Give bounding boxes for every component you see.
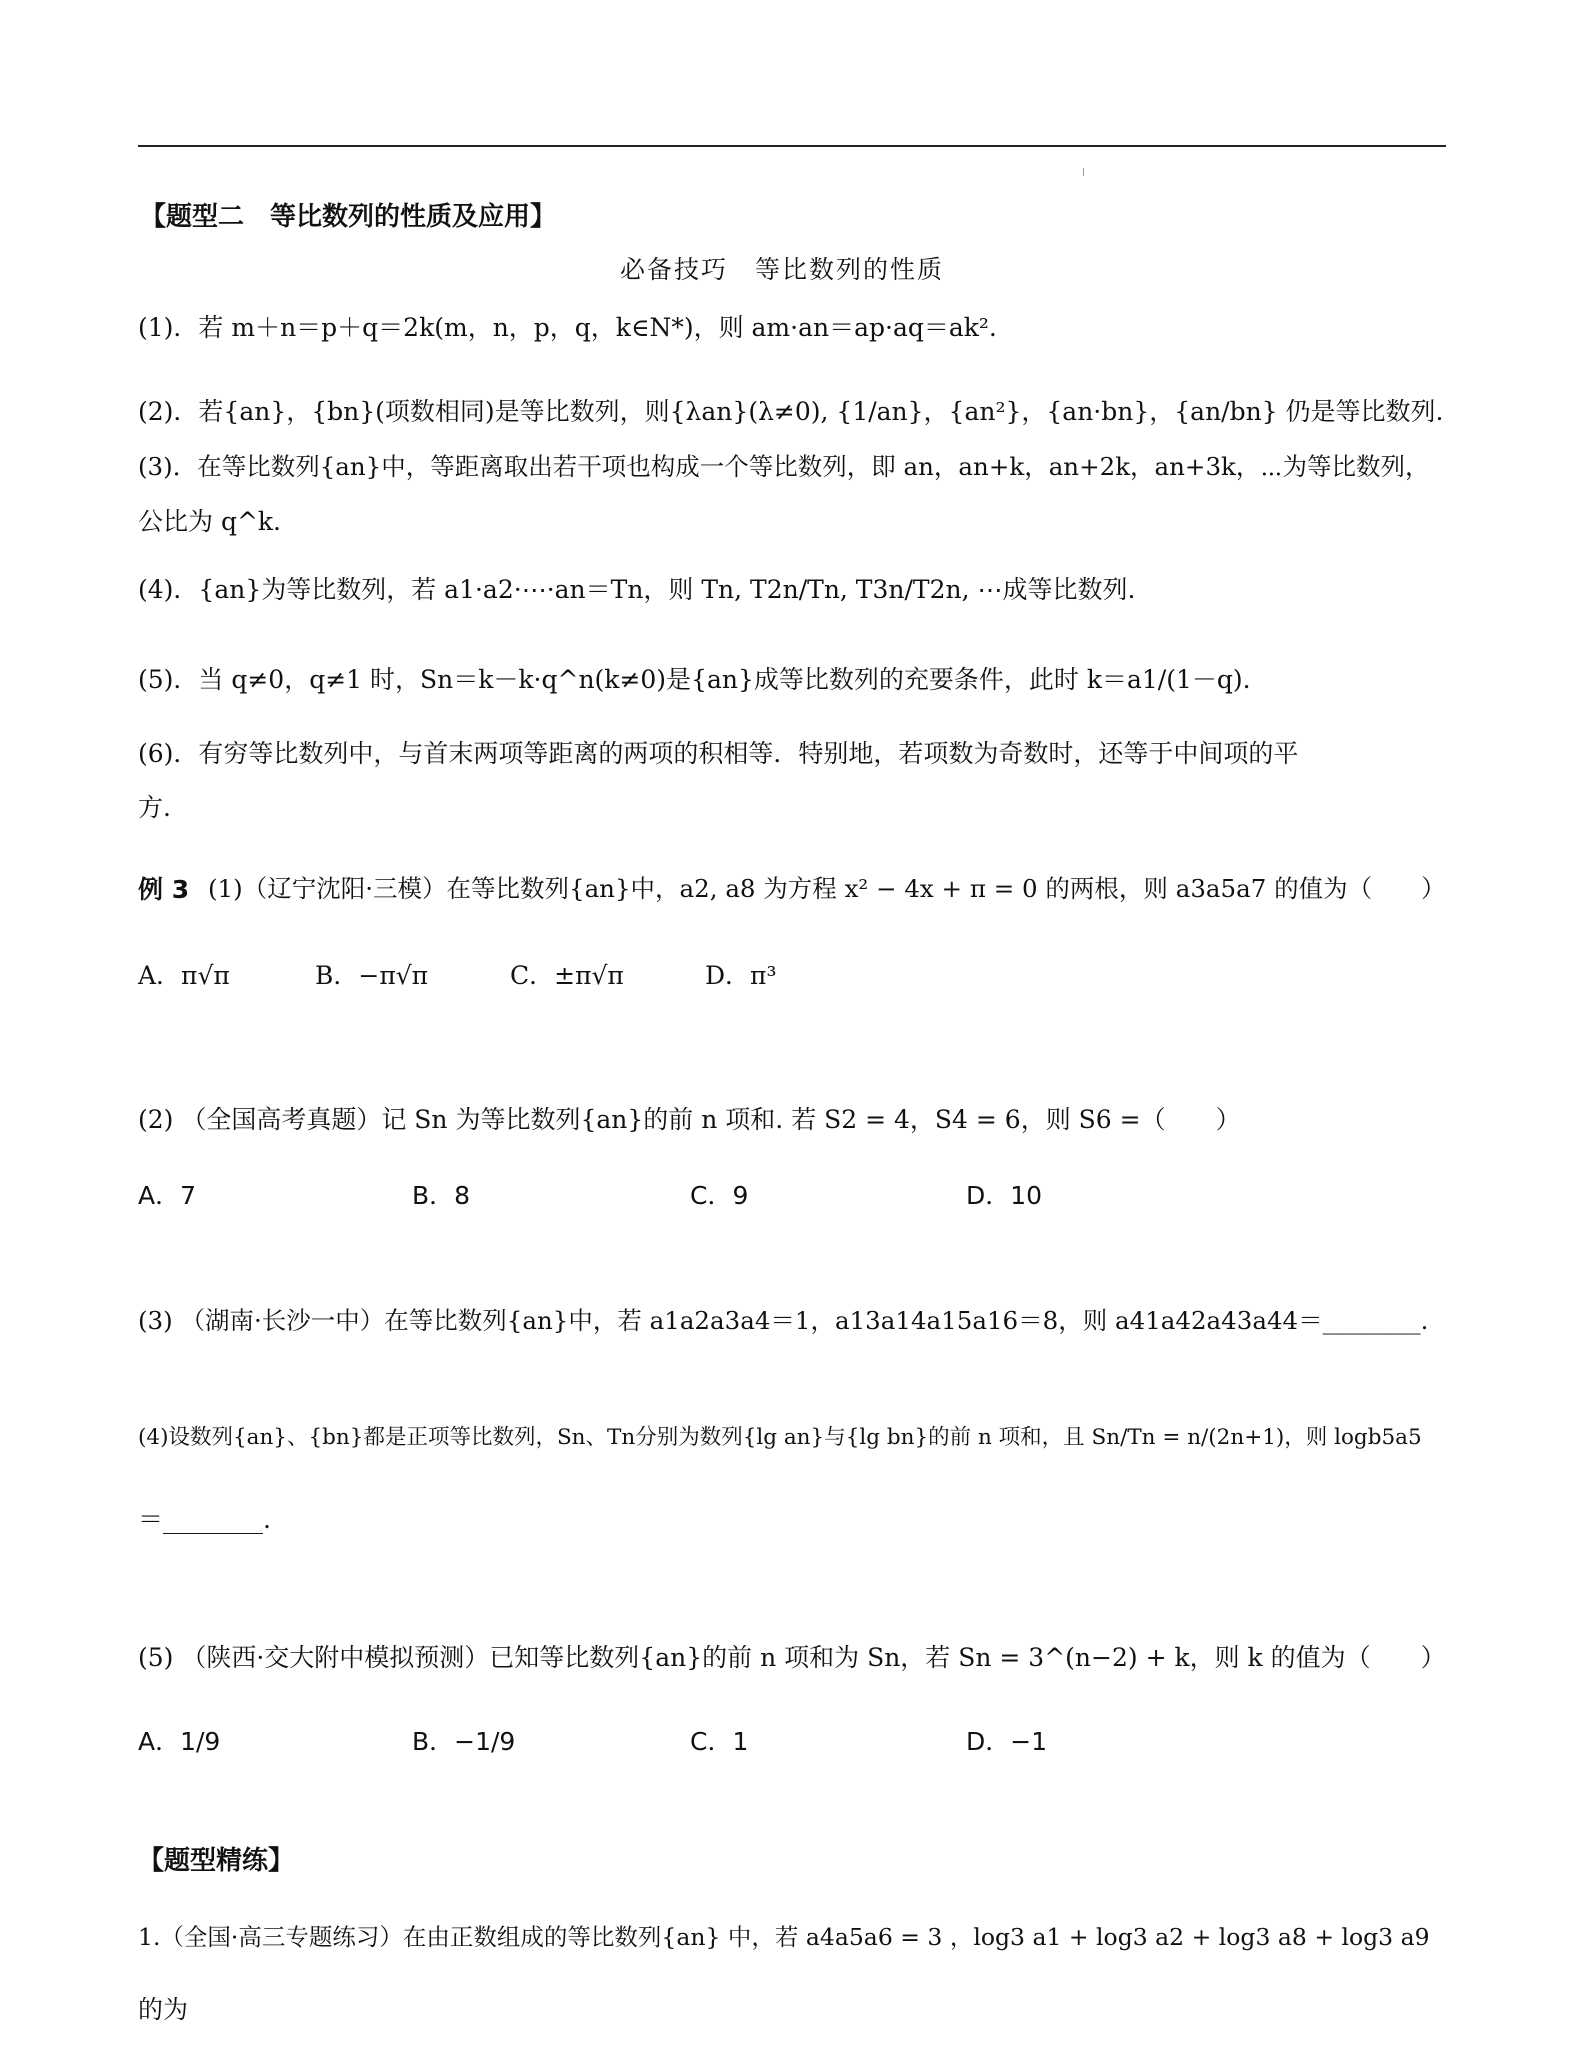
q1-option-c: C．±π√π	[510, 961, 624, 990]
example-q3: (3) （湖南·长沙一中）在等比数列{an}中，若 a1a2a3a4＝1，a13a14a15a16＝8，则 a41a42a43a44＝________.	[138, 1306, 1429, 1335]
header-tick-mark	[1083, 168, 1084, 176]
q1-option-d: D．π³	[705, 961, 777, 990]
property-3: (3)．在等比数列{an}中，等距离取出若干项也构成一个等比数列，即 an，an+k，an+2k，an+3k，⋯为等比数列，	[138, 452, 1430, 481]
q5-option-c: C．1	[690, 1727, 749, 1756]
header-rule	[138, 145, 1446, 147]
property-2: (2)．若{an}，{bn}(项数相同)是等比数列，则{λan}(λ≠0), {1/an}，{an²}，{an·bn}，{an/bn} 仍是等比数列.	[138, 397, 1444, 426]
q2-option-b: B．8	[412, 1181, 471, 1210]
practice-q1: 1.（全国·高三专题练习）在由正数组成的等比数列{an} 中，若 a4a5a6 = 3 ，log3 a1 + log3 a2 + log3 a8 + log3 a9	[138, 1923, 1430, 1951]
practice-q1-tail: 的为	[138, 1995, 189, 2024]
example-q1: (1)（辽宁沈阳·三模）在等比数列{an}中，a2, a8 为方程 x² − 4x + π = 0 的两根，则 a3a5a7 的值为（ ）	[208, 874, 1446, 903]
q1-option-b: B．−π√π	[315, 961, 429, 990]
example-label: 例 3	[138, 875, 190, 904]
property-4: (4)．{an}为等比数列，若 a1·a2·⋯·an＝Tn，则 Tn, T2n/Tn, T3n/T2n, ⋯成等比数列.	[138, 575, 1136, 604]
example-q5: (5) （陕西·交大附中模拟预测）已知等比数列{an}的前 n 项和为 Sn，若 Sn = 3^(n−2) + k，则 k 的值为（ ）	[138, 1643, 1446, 1672]
example-q2: (2) （全国高考真题）记 Sn 为等比数列{an}的前 n 项和. 若 S2 = 4，S4 = 6，则 S6 =（ ）	[138, 1105, 1241, 1134]
section-subtitle: 必备技巧 等比数列的性质	[620, 255, 945, 284]
example-q4: (4)设数列{an}、{bn}都是正项等比数列，Sn、Tn分别为数列{lg an}与{lg bn}的前 n 项和，且 Sn/Tn = n/(2n+1)，则 logb5a5	[138, 1425, 1422, 1450]
q2-option-d: D．10	[966, 1181, 1043, 1210]
q5-option-b: B．−1/9	[412, 1727, 516, 1756]
q1-option-a: A．π√π	[138, 961, 230, 990]
property-1: (1)．若 m＋n＝p＋q＝2k(m，n，p，q，k∈N*)，则 am·an＝ap·aq＝ak².	[138, 313, 997, 342]
section-title: 【题型二 等比数列的性质及应用】	[140, 202, 557, 232]
property-6-cont: 方.	[138, 793, 171, 822]
q5-option-d: D．−1	[966, 1727, 1048, 1756]
property-6: (6)．有穷等比数列中，与首末两项等距离的两项的积相等．特别地，若项数为奇数时，还等于中间项的平	[138, 739, 1299, 768]
q5-option-a: A．1/9	[138, 1727, 221, 1756]
property-5: (5)．当 q≠0，q≠1 时，Sn＝k－k·q^n(k≠0)是{an}成等比数列的充要条件，此时 k＝a1/(1－q).	[138, 665, 1251, 694]
property-3-cont: 公比为 q^k.	[138, 507, 281, 536]
q2-option-a: A．7	[138, 1181, 197, 1210]
practice-title: 【题型精练】	[138, 1846, 295, 1876]
q2-option-c: C．9	[690, 1181, 749, 1210]
example-q4-tail: ＝________.	[138, 1505, 271, 1534]
